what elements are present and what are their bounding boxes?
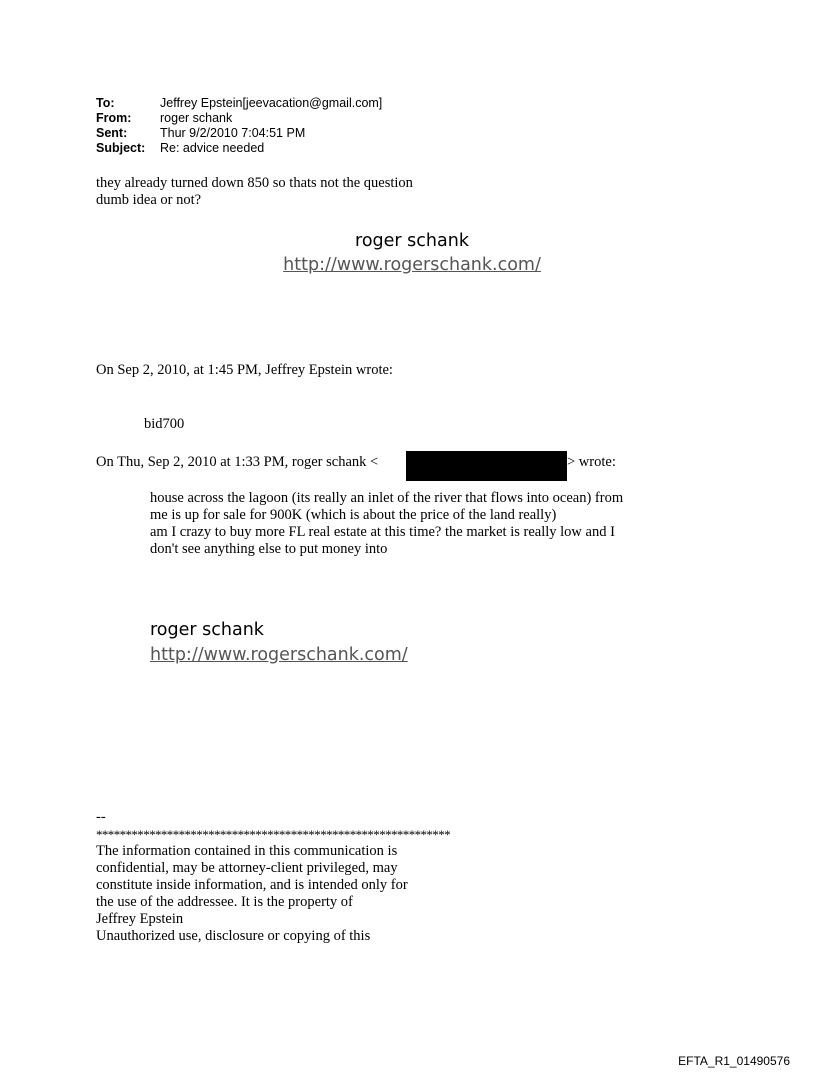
reply-attribution: On Sep 2, 2010, at 1:45 PM, Jeffrey Epstein wrote:: [96, 362, 393, 378]
body-line: dumb idea or not?: [96, 192, 202, 208]
quoted-line: don't see anything else to put money into: [150, 541, 388, 557]
signature-link-row: [0, 253, 816, 277]
disclaimer-dashes: --: [96, 809, 106, 825]
signature-link[interactable]: http://www.rogerschank.com/: [283, 255, 541, 275]
reply-text: bid700: [144, 416, 185, 432]
from-value: roger schank: [160, 111, 233, 125]
signature2-link-row: [150, 643, 408, 667]
subject-row: [96, 141, 382, 156]
quoted-line: house across the lagoon (its really an inlet of the river that flows into ocean) from: [150, 490, 624, 506]
quoted-line: me is up for sale for 900K (which is about the price of the land really): [150, 507, 557, 523]
body-line: they already turned down 850 so thats not the question: [96, 175, 413, 191]
from-row: [96, 111, 382, 126]
sent-label: Sent:: [96, 126, 128, 140]
subject-label: Subject:: [96, 141, 146, 155]
to-label: To:: [96, 96, 115, 110]
email-header: [96, 96, 382, 156]
signature2-name: roger schank: [150, 620, 264, 640]
quoted-line: am I crazy to buy more FL real estate at this time? the market is really low and I: [150, 524, 615, 540]
to-row: [96, 96, 382, 111]
reply2-attribution-end: > wrote:: [567, 454, 616, 470]
quoted-body: [150, 490, 623, 558]
sent-value: Thur 9/2/2010 7:04:51 PM: [160, 126, 306, 140]
signature-name: roger schank: [355, 231, 469, 251]
signature2-link[interactable]: http://www.rogerschank.com/: [150, 645, 408, 665]
to-value: Jeffrey Epstein[jeevacation@gmail.com]: [160, 96, 383, 110]
disclaimer-line: The information contained in this communication is: [96, 843, 398, 859]
subject-value: Re: advice needed: [160, 141, 265, 155]
disclaimer-line: the use of the addressee. It is the property of: [96, 894, 353, 910]
disclaimer-line: Jeffrey Epstein: [96, 911, 184, 927]
sent-row: [96, 126, 382, 141]
message-body: [96, 175, 413, 209]
reply2-attribution-start: On Thu, Sep 2, 2010 at 1:33 PM, roger schank <: [96, 454, 379, 470]
document-id: EFTA_R1_01490576: [678, 1054, 790, 1068]
disclaimer: [96, 809, 450, 945]
from-label: From:: [96, 111, 132, 125]
redaction-box: [406, 451, 567, 481]
disclaimer-line: confidential, may be attorney-client privileged, may: [96, 860, 398, 876]
disclaimer-stars: ************************************************************: [96, 827, 451, 842]
disclaimer-line: Unauthorized use, disclosure or copying of this: [96, 928, 371, 944]
disclaimer-line: constitute inside information, and is intended only for: [96, 877, 408, 893]
